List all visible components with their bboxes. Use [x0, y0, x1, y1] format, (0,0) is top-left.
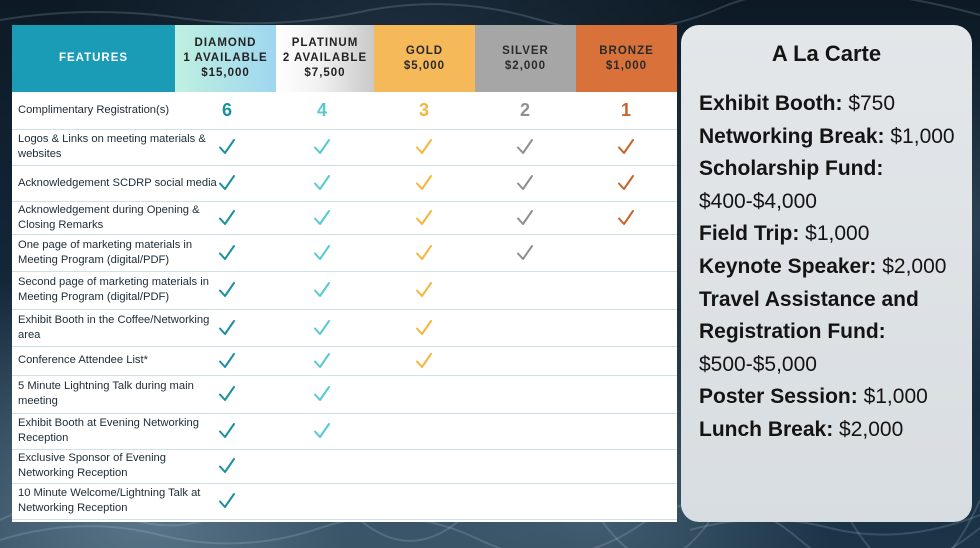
silver-cell [485, 483, 565, 519]
silver-cell [485, 129, 565, 165]
diamond-cell [187, 309, 267, 346]
silver-tier-header [475, 25, 576, 92]
gold-check-icon [414, 318, 434, 338]
gold-check-icon [414, 351, 434, 371]
platinum-check-icon [312, 384, 332, 404]
gold-tier-name: GOLD [405, 44, 444, 57]
features-table [12, 25, 677, 522]
gold-cell [384, 375, 464, 413]
table-row [12, 309, 677, 347]
diamond-cell [187, 449, 267, 483]
table-row [12, 346, 677, 376]
silver-check-icon [515, 173, 535, 193]
gold-cell [384, 92, 464, 129]
table-row [12, 375, 677, 414]
diamond-check-icon [217, 351, 237, 371]
diamond-check-icon [217, 280, 237, 300]
platinum-check-icon [312, 243, 332, 263]
silver-cell [485, 449, 565, 483]
bronze-check-icon [616, 137, 636, 157]
gold-cell [384, 165, 464, 201]
diamond-check-icon [217, 208, 237, 228]
a-la-carte-item [699, 288, 919, 312]
a-la-carte-item [699, 125, 955, 149]
gold-cell [384, 413, 464, 449]
gold-cell [384, 201, 464, 234]
diamond-check-icon [217, 173, 237, 193]
diamond-check-icon [217, 491, 237, 511]
bronze-cell [586, 375, 666, 413]
silver-check-icon [515, 137, 535, 157]
platinum-check-icon [312, 208, 332, 228]
diamond-check-icon [217, 421, 237, 441]
diamond-check-icon [217, 456, 237, 476]
bronze-tier-price: $1,000 [605, 59, 648, 72]
a-la-carte-item-label: Exhibit Booth: [699, 92, 843, 115]
bronze-cell [586, 92, 666, 129]
feature-label: Acknowledgement during Opening & Closing Remarks [18, 203, 200, 231]
platinum-cell [282, 201, 362, 234]
a-la-carte-panel [681, 25, 972, 522]
gold-check-icon [414, 173, 434, 193]
a-la-carte-item-label: Poster Session: [699, 385, 858, 409]
gold-cell [384, 449, 464, 483]
feature-label: Second page of marketing materials in Meeting Program (digital/PDF) [18, 276, 209, 303]
silver-cell [485, 346, 565, 375]
a-la-carte-item-price: $750 [842, 92, 896, 115]
table-row [12, 201, 677, 235]
a-la-carte-item-price: $2,000 [876, 255, 947, 278]
gold-cell [384, 234, 464, 271]
a-la-carte-item-price: $1,000 [884, 124, 955, 148]
platinum-check-icon [312, 137, 332, 157]
feature-label: Logos & Links on meeting materials & websites [18, 133, 206, 160]
diamond-cell [187, 129, 267, 165]
diamond-cell [187, 234, 267, 271]
a-la-carte-item [699, 353, 817, 377]
silver-cell [485, 92, 565, 129]
diamond-tier-name: DIAMOND [194, 37, 257, 49]
feature-label: 10 Minute Welcome/Lightning Talk at Networking Reception [18, 487, 201, 514]
diamond-cell [187, 92, 267, 129]
diamond-cell [187, 346, 267, 375]
feature-label: Exclusive Sponsor of Evening Networking Reception [18, 452, 167, 479]
a-la-carte-item [699, 92, 895, 116]
bronze-registration-count: 1 [620, 100, 631, 120]
platinum-check-icon [312, 318, 332, 338]
features-header [12, 25, 175, 92]
bronze-cell [586, 129, 666, 165]
feature-label: Exhibit Booth in the Coffee/Networking area [18, 313, 210, 341]
platinum-tier-availability: 2 AVAILABLE [282, 52, 368, 64]
bronze-cell [586, 234, 666, 271]
bronze-tier-name: BRONZE [599, 44, 654, 57]
silver-cell [485, 201, 565, 234]
table-row [12, 271, 677, 310]
gold-cell [384, 483, 464, 519]
diamond-cell [187, 271, 267, 309]
table-row [12, 165, 677, 202]
gold-cell [384, 346, 464, 375]
a-la-carte-item [699, 385, 928, 409]
bronze-cell [586, 346, 666, 375]
a-la-carte-item-price: $400-$4,000 [699, 189, 817, 213]
a-la-carte-item [699, 320, 886, 344]
diamond-cell [187, 375, 267, 413]
platinum-cell [282, 165, 362, 201]
feature-label: Exhibit Booth at Evening Networking Reception [18, 417, 199, 444]
bronze-check-icon [616, 208, 636, 228]
bronze-cell [586, 309, 666, 346]
bronze-check-icon [616, 173, 636, 193]
bronze-cell [586, 201, 666, 234]
platinum-cell [282, 92, 362, 129]
bronze-cell [586, 413, 666, 449]
feature-label: Complimentary Registration(s) [18, 104, 170, 116]
a-la-carte-item [699, 157, 883, 181]
a-la-carte-item-label: Keynote Speaker: [699, 255, 877, 278]
gold-cell [384, 309, 464, 346]
platinum-tier-header [276, 25, 374, 92]
silver-cell [485, 271, 565, 309]
diamond-cell [187, 201, 267, 234]
bronze-cell [586, 449, 666, 483]
a-la-carte-item-label: Registration Fund: [699, 320, 886, 344]
a-la-carte-item-label: Lunch Break: [699, 418, 834, 441]
a-la-carte-item [699, 190, 817, 214]
feature-label: 5 Minute Lightning Talk during main meeting [18, 380, 194, 407]
platinum-cell [282, 309, 362, 346]
feature-label: Conference Attendee List* [18, 354, 148, 366]
silver-cell [485, 165, 565, 201]
a-la-carte-item [699, 418, 903, 442]
platinum-cell [282, 129, 362, 165]
gold-cell [384, 271, 464, 309]
silver-registration-count: 2 [519, 100, 530, 120]
a-la-carte-item [699, 255, 946, 279]
table-row [12, 129, 677, 166]
gold-cell [384, 129, 464, 165]
platinum-cell [282, 375, 362, 413]
a-la-carte-title: A La Carte [771, 41, 882, 66]
feature-label: One page of marketing materials in Meeting Program (digital/PDF) [18, 238, 193, 266]
gold-registration-count: 3 [418, 100, 429, 120]
a-la-carte-item-price: $500-$5,000 [699, 352, 817, 376]
feature-label: Acknowledgement SCDRP social media [18, 176, 217, 189]
silver-cell [485, 234, 565, 271]
platinum-tier-name: PLATINUM [291, 37, 359, 49]
table-row [12, 92, 677, 130]
diamond-tier-availability: 1 AVAILABLE [183, 52, 268, 64]
bronze-cell [586, 483, 666, 519]
a-la-carte-item-price: $2,000 [833, 418, 904, 441]
table-row [12, 413, 677, 450]
table-row [12, 449, 677, 484]
a-la-carte-item-label: Scholarship Fund: [699, 157, 884, 181]
platinum-check-icon [312, 173, 332, 193]
silver-cell [485, 309, 565, 346]
silver-cell [485, 413, 565, 449]
platinum-cell [282, 346, 362, 375]
silver-tier-price: $2,000 [504, 59, 547, 72]
platinum-cell [282, 449, 362, 483]
platinum-cell [282, 234, 362, 271]
silver-check-icon [515, 208, 535, 228]
diamond-check-icon [217, 243, 237, 263]
silver-check-icon [515, 243, 535, 263]
diamond-registration-count: 6 [221, 100, 232, 120]
gold-tier-price: $5,000 [403, 59, 446, 72]
a-la-carte-item-label: Travel Assistance and [699, 287, 919, 311]
a-la-carte-item-price: $1,000 [799, 222, 870, 246]
platinum-cell [282, 271, 362, 309]
bronze-cell [586, 271, 666, 309]
table-row [12, 234, 677, 272]
platinum-registration-count: 4 [316, 100, 327, 120]
bronze-cell [586, 165, 666, 201]
table-row [12, 483, 677, 520]
diamond-cell [187, 413, 267, 449]
platinum-check-icon [312, 421, 332, 441]
a-la-carte-item-label: Networking Break: [699, 124, 885, 148]
a-la-carte-item-label: Field Trip: [699, 222, 800, 246]
platinum-cell [282, 413, 362, 449]
a-la-carte-item [699, 222, 869, 246]
gold-check-icon [414, 137, 434, 157]
platinum-check-icon [312, 280, 332, 300]
silver-tier-name: SILVER [502, 44, 549, 57]
platinum-check-icon [312, 351, 332, 371]
diamond-cell [187, 165, 267, 201]
platinum-tier-price: $7,500 [304, 67, 346, 79]
diamond-tier-header [175, 25, 276, 92]
features-header-label: FEATURES [58, 52, 129, 64]
silver-cell [485, 375, 565, 413]
a-la-carte-item-price: $1,000 [857, 385, 928, 409]
platinum-cell [282, 483, 362, 519]
gold-check-icon [414, 243, 434, 263]
diamond-tier-price: $15,000 [201, 67, 250, 79]
diamond-cell [187, 483, 267, 519]
diamond-check-icon [217, 318, 237, 338]
gold-check-icon [414, 208, 434, 228]
diamond-check-icon [217, 137, 237, 157]
diamond-check-icon [217, 384, 237, 404]
bronze-tier-header [576, 25, 677, 92]
gold-check-icon [414, 280, 434, 300]
gold-tier-header [374, 25, 475, 92]
